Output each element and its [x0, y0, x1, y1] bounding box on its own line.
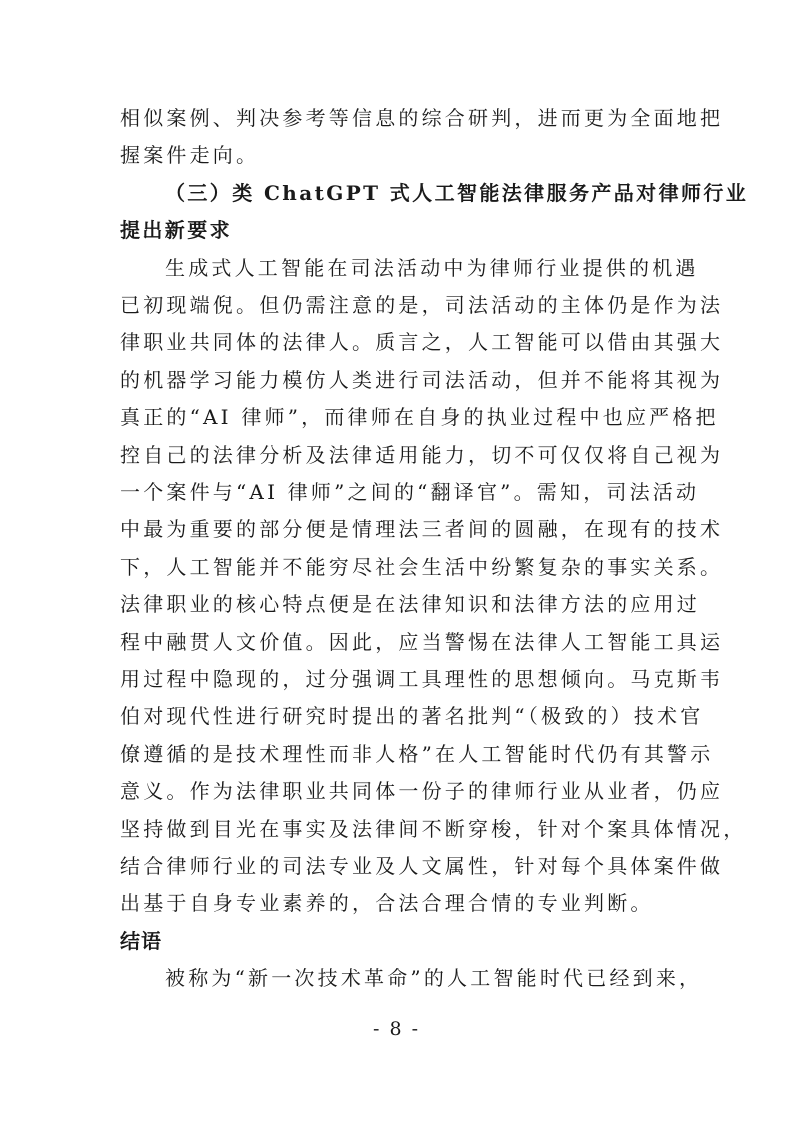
- subsection-heading-continued: 提出新要求: [120, 218, 232, 242]
- paragraph-line: 结合律师行业的司法专业及人文属性，针对每个具体案件做: [120, 854, 724, 878]
- paragraph-line: 僚遵循的是技术理性而非人格”在人工智能时代仍有其警示: [120, 742, 714, 766]
- paragraph-line: 律职业共同体的法律人。质言之，人工智能可以借由其强大: [120, 330, 724, 354]
- page-number: - 8 -: [372, 1018, 420, 1040]
- paragraph-line: 一个案件与“AI 律师”之间的“翻译官”。需知，司法活动: [120, 480, 700, 504]
- paragraph-line: 生成式人工智能在司法活动中为律师行业提供的机遇: [165, 256, 699, 280]
- paragraph-line: 用过程中隐现的，过分强调工具理性的思想倾向。马克斯韦: [120, 667, 724, 691]
- paragraph-line: 真正的“AI 律师”，而律师在自身的执业过程中也应严格把: [120, 405, 719, 429]
- paragraph-line: 意义。作为法律职业共同体一份子的律师行业从业者，仍应: [120, 779, 724, 803]
- paragraph-line: 出基于自身专业素养的，合法合理合情的专业判断。: [120, 891, 654, 915]
- paragraph-line: 中最为重要的部分便是情理法三者间的圆融，在现有的技术: [120, 517, 724, 541]
- paragraph-line: 下，人工智能并不能穷尽社会生活中纷繁复杂的事实关系。: [120, 555, 724, 579]
- paragraph-line: 的机器学习能力模仿人类进行司法活动，但并不能将其视为: [120, 368, 724, 392]
- paragraph-line: 坚持做到目光在事实及法律间不断穿梭，针对个案具体情况，: [120, 817, 747, 841]
- paragraph-line: 法律职业的核心特点便是在法律知识和法律方法的应用过: [120, 592, 700, 616]
- paragraph-line: 被称为“新一次技术革命”的人工智能时代已经到来，: [165, 966, 703, 990]
- section-title-conclusion: 结语: [120, 929, 162, 953]
- paragraph-line: 控自己的法律分析及法律适用能力，切不可仅仅将自己视为: [120, 443, 724, 467]
- paragraph-line: 握案件走向。: [120, 143, 260, 167]
- paragraph-line: 伯对现代性进行研究时提出的著名批判“（极致的）技术官: [120, 704, 704, 728]
- paragraph-line: 相似案例、判决参考等信息的综合研判，进而更为全面地把: [120, 106, 724, 130]
- paragraph-line: 程中融贯人文价值。因此，应当警惕在法律人工智能工具运: [120, 630, 724, 654]
- paragraph-line: 已初现端倪。但仍需注意的是，司法活动的主体仍是作为法: [120, 293, 724, 317]
- subsection-heading: （三）类 ChatGPT 式人工智能法律服务产品对律师行业: [165, 181, 749, 205]
